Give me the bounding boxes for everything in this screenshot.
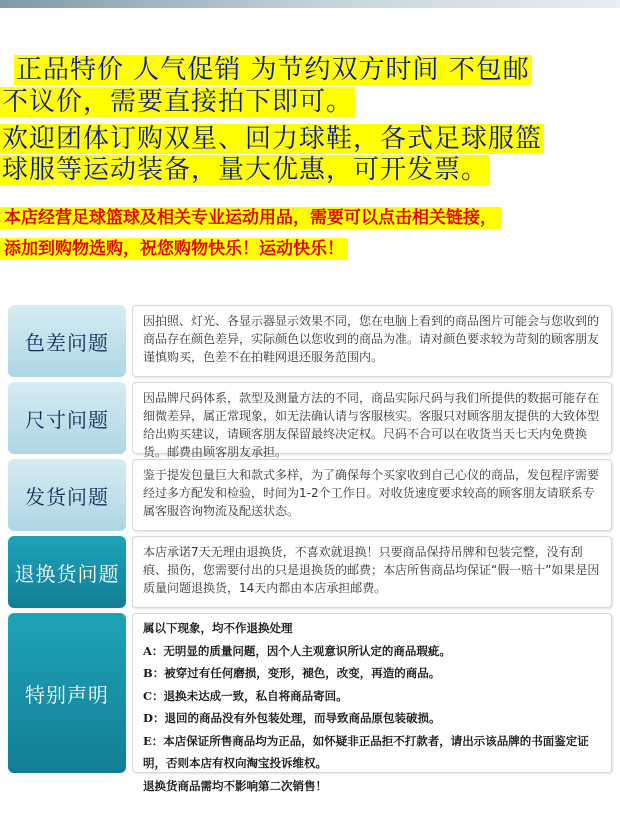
section-text-special <box>132 613 612 793</box>
group-line-2: 球服等运动装备，量大优惠，可开发票。 <box>2 155 489 185</box>
special-line: 退换货商品需均不影响第二次销售！ <box>143 778 327 793</box>
promo-line-1: 正品特价 人气促销 为节约双方时间 不包邮 <box>16 55 530 85</box>
section-text-shipping: 鉴于提发包量巨大和款式多样，为了确保每个买家收到自己心仪的商品，发包程序需要经过多方配发和检验，时间为1-2个工作日。对收货速度要求较高的顾客朋友请联系专属客服咨询物流及配送状态。 <box>132 459 612 531</box>
shop-notice <box>0 203 620 265</box>
section-title-color: 色差问题 <box>8 305 126 377</box>
section-text-size: 因品牌尺码体系，款型及测量方法的不同，商品实际尺码与我们所提供的数据可能存在细微差异，属正常现象，如无法确认请与客服核实。客服只对顾客朋友提供的大致体型给出购买建议，请顾客朋友保留最终决定权。尺码不合可以在收货当天七天内免费换货。邮费由顾客朋友承担。 <box>132 382 612 454</box>
section-title-size: 尺寸问题 <box>8 382 126 454</box>
special-line: A：无明显的质量问题，因个人主观意识所认定的商品瑕疵。 <box>143 643 451 658</box>
section-text-returns: 本店承诺7天无理由退换货，不喜欢就退换！只要商品保持吊牌和包装完整，没有刮痕、损伤，您需要付出的只是退换货的邮费；本店所售商品均保证“假一赔十”如果是因质量问题退换货，14天内都由本店承担邮费。 <box>132 536 612 608</box>
section-title-special: 特别声明 <box>8 613 126 773</box>
shop-line-2: 添加到购物选购，祝您购物快乐！运动快乐！ <box>0 238 348 260</box>
special-line: D：退回的商品没有外包装处理，而导致商品原包装破损。 <box>143 711 441 725</box>
special-line: E：本店保证所售商品均为正品，如怀疑非正品拒不打款者，请出示该品牌的书面鉴定证 <box>143 733 589 748</box>
policy-row-returns <box>8 536 612 608</box>
section-text-color: 因拍照、灯光、各显示器显示效果不同，您在电脑上看到的商品图片可能会与您收到的商品存在颜色差异，实际颜色以您收到的商品为准。请对颜色要求较为苛刻的顾客朋友谨慎购买，色差不在拍鞋网退还服务范围内。 <box>132 305 612 377</box>
special-line: 明，否则本店有权向淘宝投诉维权。 <box>143 756 327 770</box>
group-line-1: 欢迎团体订购双星、回力球鞋，各式足球服篮 <box>2 124 543 154</box>
policy-row-shipping <box>8 459 612 531</box>
policy-table <box>8 305 612 793</box>
section-title-returns: 退换货问题 <box>8 536 126 608</box>
policy-row-special <box>8 613 612 793</box>
special-line: 属以下现象，均不作退换处理 <box>143 621 293 635</box>
section-title-shipping: 发货问题 <box>8 459 126 531</box>
promo-line-2: 不议价，需要直接拍下即可。 <box>2 87 354 117</box>
special-line: C：退换未达成一致，私自将商品寄回。 <box>143 688 348 703</box>
policy-row-size <box>8 382 612 459</box>
shop-line-1: 本店经营足球篮球及相关专业运动用品，需要可以点击相关链接， <box>0 207 501 229</box>
top-banner-strip <box>0 0 620 8</box>
special-line: B：被穿过有任何磨损，变形，褪色，改变，再造的商品。 <box>143 666 441 680</box>
promo-notice <box>0 54 620 118</box>
group-order-notice <box>0 124 620 186</box>
policy-row-color <box>8 305 612 377</box>
